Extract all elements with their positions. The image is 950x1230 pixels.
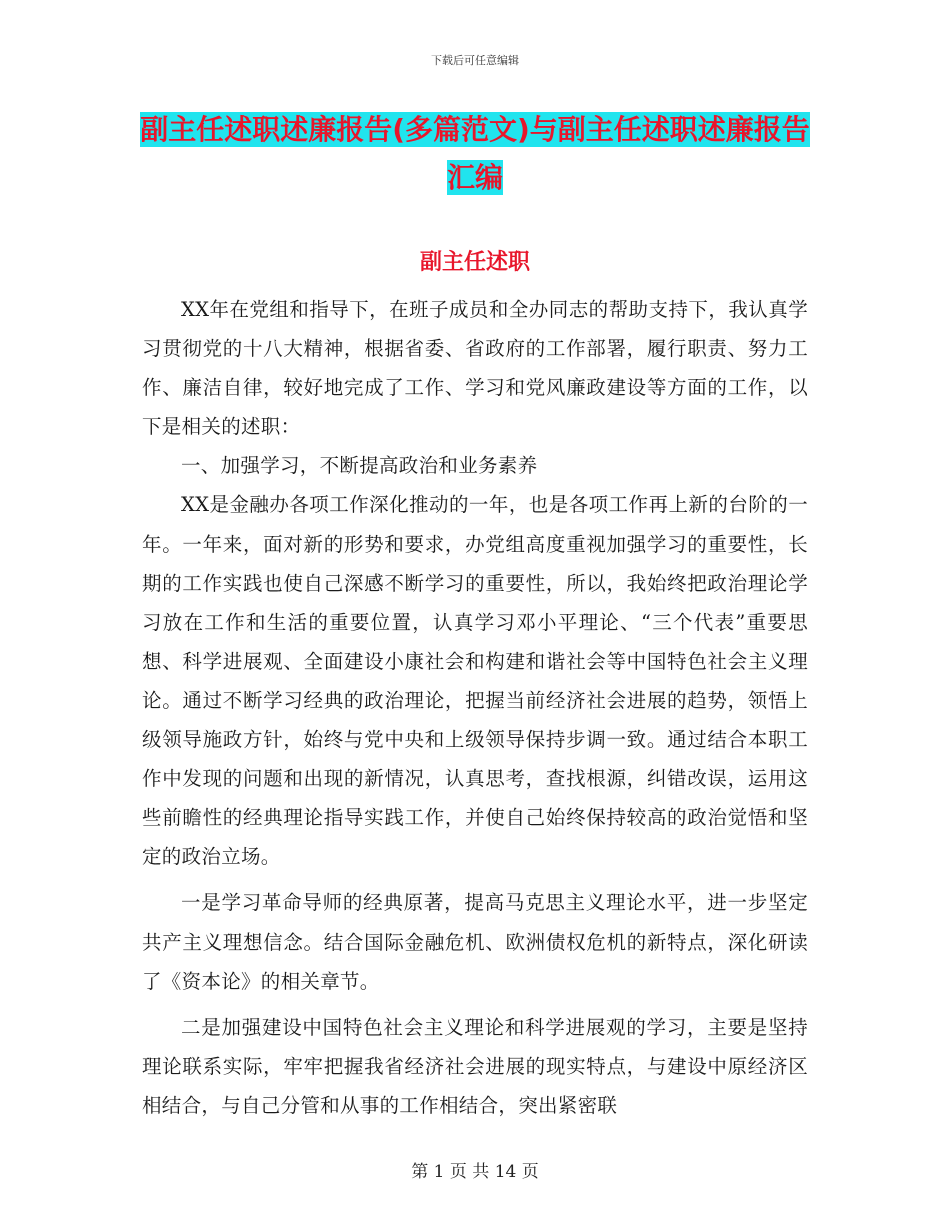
section-heading: 副主任述职 <box>419 250 530 275</box>
paragraph: XX年在党组和指导下，在班子成员和全办同志的帮助支持下，我认真学习贯彻党的十八大精神，根据省委、省政府的工作部署，履行职责、努力工作、廉洁自律，较好地完成了工作、学习和党风廉政建设等方面的工作，以下是相关的述职： <box>142 298 808 439</box>
paragraph: 二是加强建设中国特色社会主义理论和科学进展观的学习，主要是坚持理论联系实际，牢牢把握我省经济社会进展的现实特点，与建设中原经济区相结合，与自己分管和从事的工作相结合，突出紧密联 <box>142 1015 808 1117</box>
header-note: 下载后可任意编辑 <box>431 54 519 67</box>
paragraph: 一是学习革命导师的经典原著，提高马克思主义理论水平，进一步坚定共产主义理想信念。结合国际金融危机、欧洲债权危机的新特点，深化研读了《资本论》的相关章节。 <box>142 891 808 993</box>
paragraph: 一、加强学习，不断提高政治和业务素养 <box>181 454 538 478</box>
paragraph: XX是金融办各项工作深化推动的一年，也是各项工作再上新的台阶的一年。一年来，面对新的形势和要求，办党组高度重视加强学习的重要性，长期的工作实践也使自己深感不断学习的重要性，所以，我始终把政治理论学习放在工作和生活的重要位置，认真学习邓小平理论、“三个代表”重要思想、科学进展观、全面建设小康社会和构建和谐社会等中国特色社会主义理论。通过不断学习经典的政治理论，把握当前经济社会进展的趋势，领悟上级领导施政方针，始终与党中央和上级领导保持步调一致。通过结合本职工作中发现的问题和出现的新情况，认真思考，查找根源，纠错改误，运用这些前瞻性的经典理论指导实践工作，并使自己始终保持较高的政治觉悟和坚定的政治立场。 <box>142 493 808 869</box>
document-title <box>140 106 810 202</box>
document-title-text: 副主任述职述廉报告(多篇范文)与副主任述职述廉报告汇编 <box>140 113 810 194</box>
document-body <box>142 290 808 1125</box>
page-number-footer: 第 1 页 共 14 页 <box>411 1162 539 1182</box>
